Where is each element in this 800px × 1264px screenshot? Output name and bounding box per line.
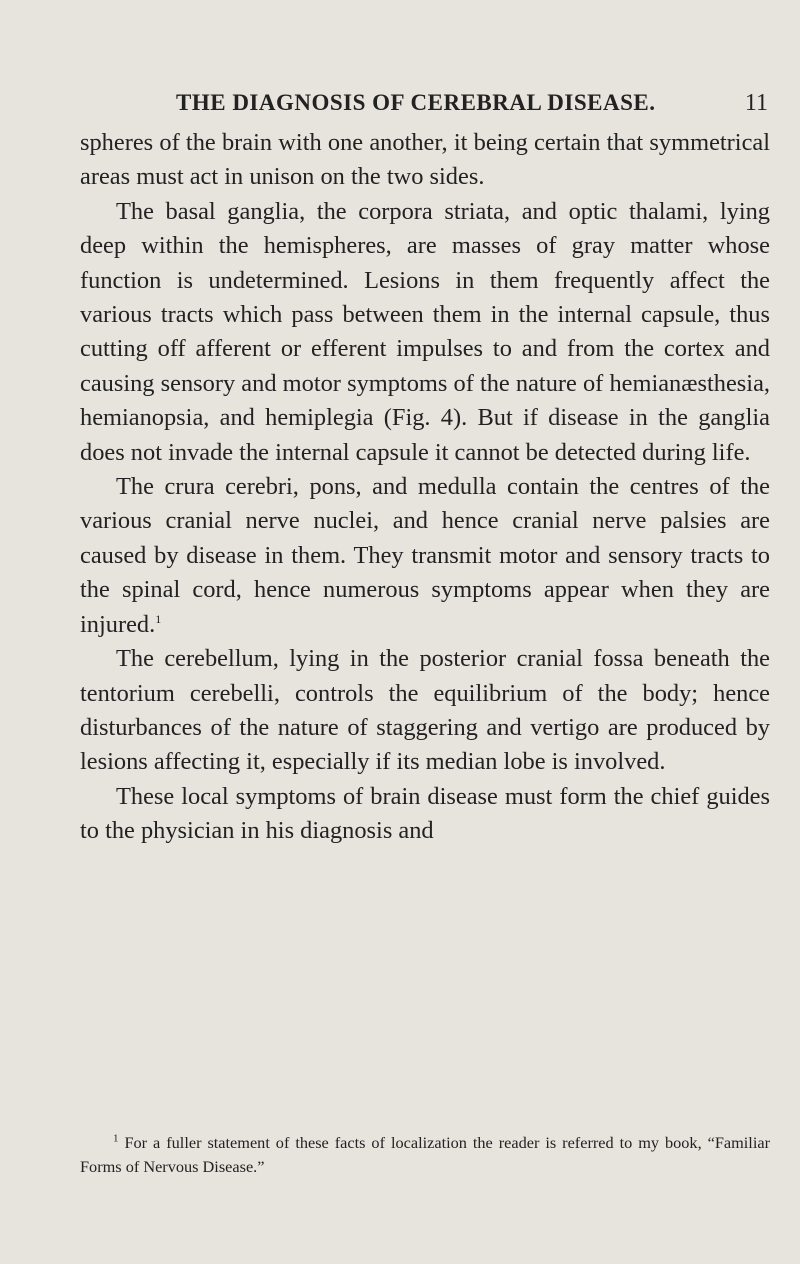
footnote xyxy=(80,1131,770,1178)
footnote-reference[interactable]: 1 xyxy=(155,611,162,626)
paragraph: The basal ganglia, the corpora striata, and optic thalami, lying deep within the hemispheres, are masses of gray matter whose function is undetermined. Lesions in them frequently affect the various tracts which pass between them in the internal capsule, thus cutting off afferent or efferent impulses to and from the cortex and causing sensory and motor symptoms of the nature of hemianæsthesia, hemianopsia, and hemiplegia (Fig. 4). But if disease in the ganglia does not invade the internal capsule it cannot be detected during life. xyxy=(80,197,770,466)
paragraph xyxy=(80,470,770,642)
body-text xyxy=(80,126,770,849)
page-number: 11 xyxy=(744,90,768,116)
paragraph: These local symptoms of brain disease must form the chief guides to the physician in his diagnosis and xyxy=(80,782,770,845)
footnote-marker: 1 xyxy=(113,1132,119,1145)
running-head: THE DIAGNOSIS OF CEREBRAL DISEASE. xyxy=(176,90,656,115)
footnotes xyxy=(80,1131,770,1178)
paragraph: spheres of the brain with one another, it being certain that symmetrical areas must act in unison on the two sides. xyxy=(80,129,770,191)
paragraph: The cerebellum, lying in the posterior cranial fossa beneath the tentorium cerebelli, controls the equilibrium of the body; hence disturbances of the nature of staggering and vertigo are produced by lesions affecting it, especially if its median lobe is involved. xyxy=(80,645,770,776)
paragraph-text: The crura cerebri, pons, and medulla contain the centres of the various cranial nerve nuclei, and hence cranial nerve palsies are caused by disease in them. They transmit motor and sensory tracts to the spinal cord, hence numerous symptoms appear when they are injured. xyxy=(80,473,770,638)
footnote-text: For a fuller statement of these facts of localization the reader is referred to my book, “Familiar Forms of Nervous Disease.” xyxy=(80,1133,770,1176)
page-header xyxy=(80,90,770,117)
